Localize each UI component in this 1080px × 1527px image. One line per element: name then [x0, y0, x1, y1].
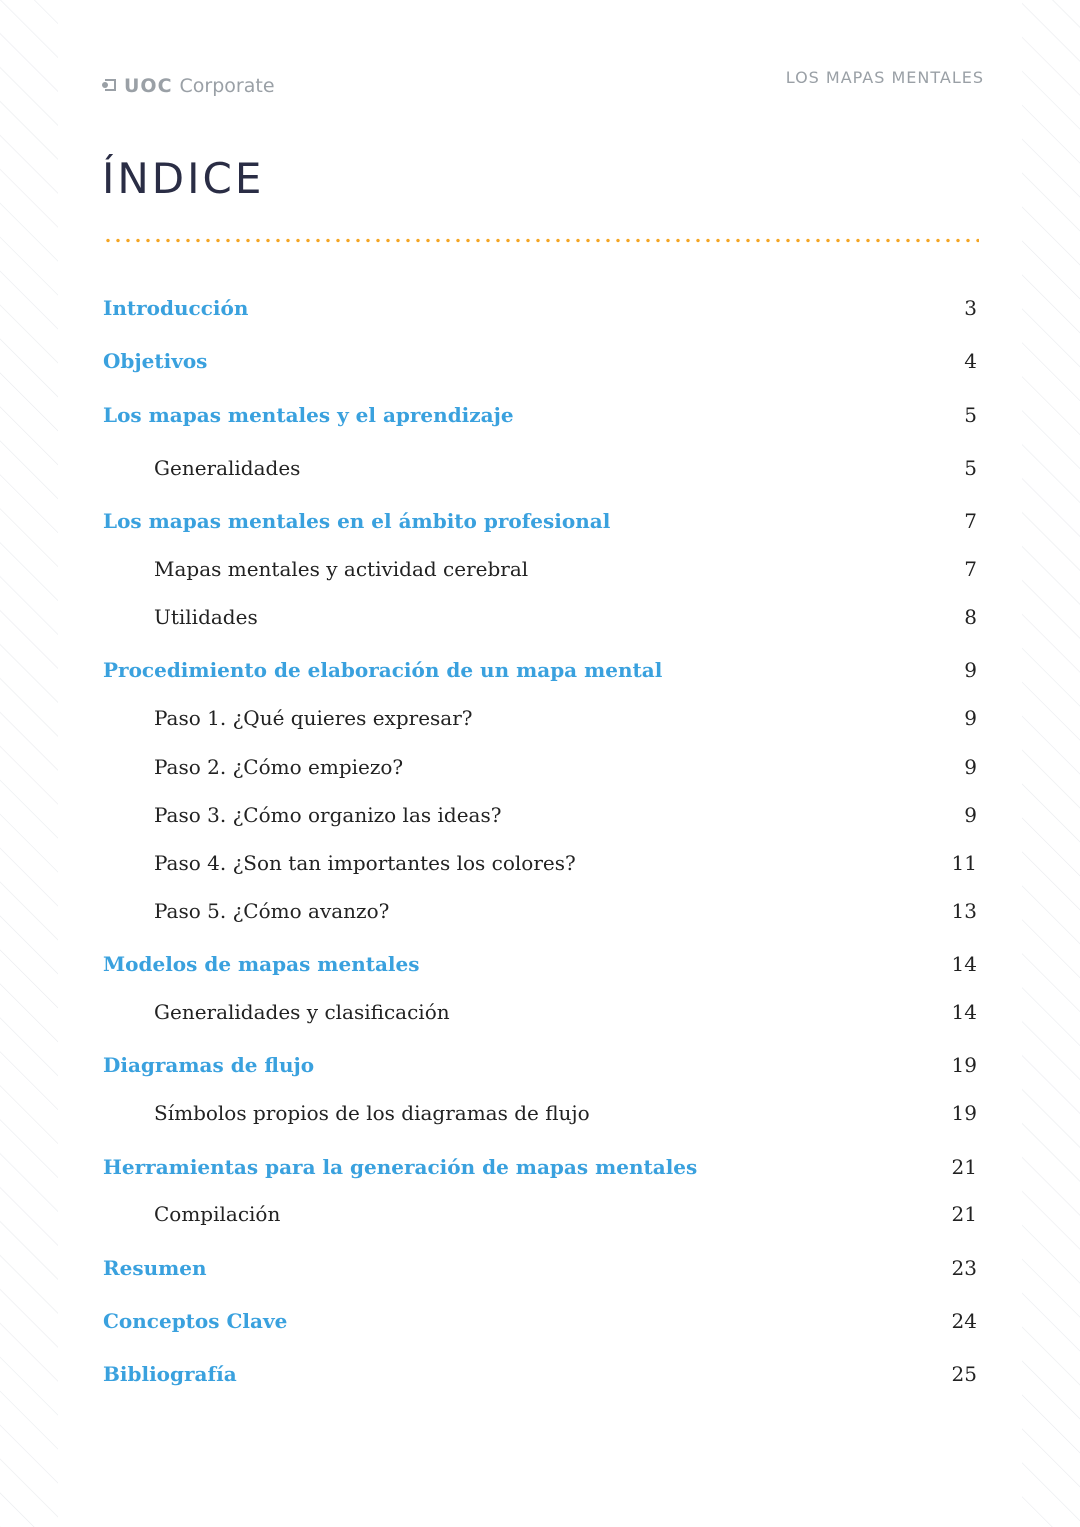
- toc-entry-label: Bibliografía: [103, 1362, 237, 1386]
- toc-entry[interactable]: [103, 602, 977, 632]
- toc-entry-page: 9: [964, 755, 977, 779]
- document-title-header: LOS MAPAS MENTALES: [785, 68, 984, 87]
- toc-entry-label: Generalidades y clasificación: [154, 1000, 450, 1024]
- logo-brand-text: UOC: [124, 75, 173, 97]
- toc-entry-page: 7: [964, 509, 977, 533]
- toc-entry-page: 8: [964, 605, 977, 629]
- toc-entry[interactable]: [103, 1152, 977, 1182]
- toc-entry-label: Los mapas mentales y el aprendizaje: [103, 403, 514, 427]
- toc-entry-page: 19: [951, 1053, 977, 1077]
- toc-entry-label: Introducción: [103, 296, 249, 320]
- toc-entry-page: 21: [951, 1155, 977, 1179]
- toc-entry[interactable]: [103, 1359, 977, 1389]
- toc-entry[interactable]: [103, 346, 977, 376]
- toc-entry[interactable]: [103, 848, 977, 878]
- toc-entry-label: Herramientas para la generación de mapas mentales: [103, 1155, 698, 1179]
- toc-entry-label: Mapas mentales y actividad cerebral: [154, 557, 529, 581]
- toc-entry-page: 3: [964, 296, 977, 320]
- toc-entry[interactable]: [103, 293, 977, 323]
- toc-entry-label: Modelos de mapas mentales: [103, 952, 420, 976]
- toc-entry[interactable]: [103, 997, 977, 1027]
- toc-entry-page: 14: [951, 1000, 977, 1024]
- toc-entry[interactable]: [103, 1050, 977, 1080]
- toc-entry-label: Paso 5. ¿Cómo avanzo?: [154, 899, 390, 923]
- toc-entry-label: Utilidades: [154, 605, 258, 629]
- toc-entry-label: Paso 2. ¿Cómo empiezo?: [154, 755, 404, 779]
- toc-entry-label: Los mapas mentales en el ámbito profesional: [103, 509, 611, 533]
- toc-entry-page: 9: [964, 803, 977, 827]
- toc-entry-page: 19: [951, 1101, 977, 1125]
- toc-entry[interactable]: [103, 703, 977, 733]
- toc-entry[interactable]: [103, 1306, 977, 1336]
- toc-entry[interactable]: [103, 453, 977, 483]
- toc-entry-page: 13: [951, 899, 977, 923]
- toc-entry-page: 9: [964, 706, 977, 730]
- toc-entry[interactable]: [103, 554, 977, 584]
- toc-entry-page: 4: [964, 349, 977, 373]
- toc-entry-page: 23: [951, 1256, 977, 1280]
- toc-entry-page: 14: [951, 952, 977, 976]
- toc-entry-label: Paso 1. ¿Qué quieres expresar?: [154, 706, 473, 730]
- toc-entry[interactable]: [103, 655, 977, 685]
- toc-entry-page: 5: [964, 403, 977, 427]
- toc-entry[interactable]: [103, 752, 977, 782]
- toc-entry-page: 7: [964, 557, 977, 581]
- toc-entry-label: Conceptos Clave: [103, 1309, 288, 1333]
- toc-entry-label: Resumen: [103, 1256, 207, 1280]
- toc-entry-label: Paso 4. ¿Son tan importantes los colores?: [154, 851, 576, 875]
- toc-entry-page: 25: [951, 1362, 977, 1386]
- uoc-corporate-logo: [102, 74, 275, 98]
- toc-entry[interactable]: [103, 1253, 977, 1283]
- toc-entry[interactable]: [103, 896, 977, 926]
- toc-entry[interactable]: [103, 800, 977, 830]
- toc-entry-page: 11: [951, 851, 977, 875]
- toc-entry-label: Procedimiento de elaboración de un mapa mental: [103, 658, 663, 682]
- toc-entry-page: 24: [951, 1309, 977, 1333]
- page-title: ÍNDICE: [102, 154, 265, 203]
- toc-entry-label: Símbolos propios de los diagramas de flujo: [154, 1101, 590, 1125]
- toc-entry[interactable]: [103, 1098, 977, 1128]
- toc-entry-label: Compilación: [154, 1202, 281, 1226]
- uoc-logo-icon: [102, 79, 118, 93]
- toc-entry[interactable]: [103, 506, 977, 536]
- toc-entry[interactable]: [103, 949, 977, 979]
- toc-entry-label: Objetivos: [103, 349, 208, 373]
- logo-sub-text: Corporate: [179, 75, 275, 97]
- toc-entry-page: 21: [951, 1202, 977, 1226]
- toc-entry-label: Generalidades: [154, 456, 301, 480]
- toc-entry-label: Paso 3. ¿Cómo organizo las ideas?: [154, 803, 502, 827]
- toc-entry-page: 5: [964, 456, 977, 480]
- toc-entry-page: 9: [964, 658, 977, 682]
- dotted-divider: [103, 238, 979, 243]
- toc-entry[interactable]: [103, 400, 977, 430]
- toc-entry[interactable]: [103, 1199, 977, 1229]
- toc-entry-label: Diagramas de flujo: [103, 1053, 315, 1077]
